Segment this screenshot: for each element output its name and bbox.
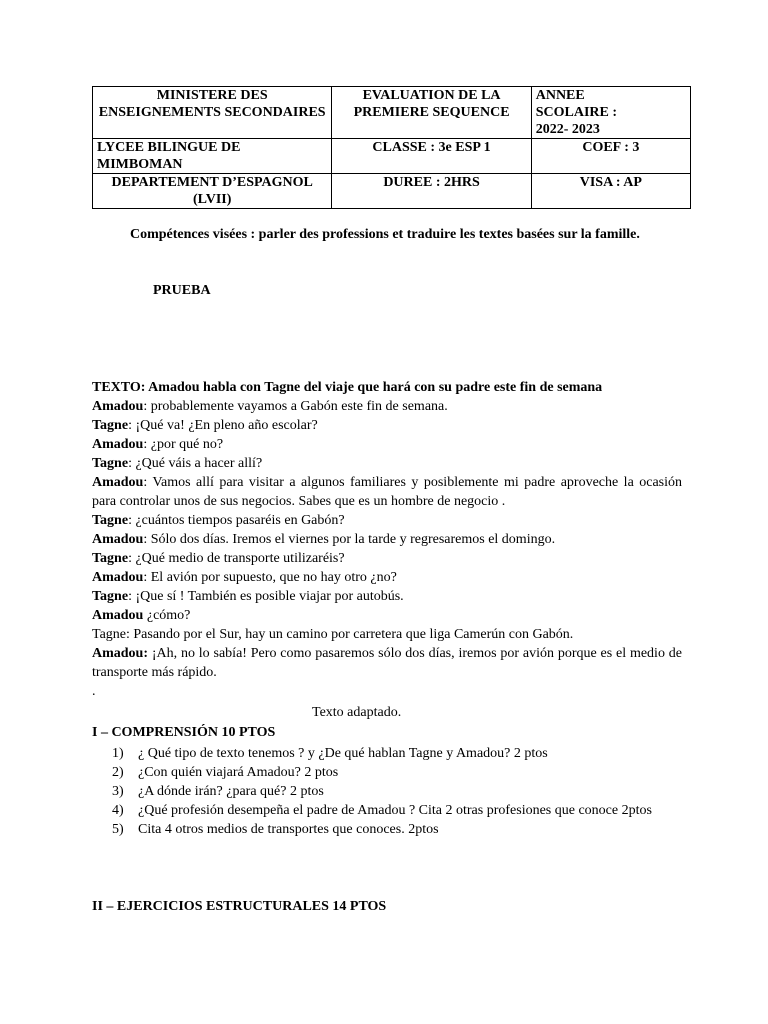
text-title-label: TEXTO: [92,380,146,395]
separator: : [128,551,136,566]
dialog-line-text: ¡Ah, no lo sabía! Pero como pasaremos sólo dos días, iremos por avión porque es el medio de transporte más rápido. [92,646,682,680]
separator: : [128,589,136,604]
speaker: Amadou [92,608,144,623]
question-text: ¿A dónde irán? ¿para qué? 2 ptos [138,784,324,799]
dialog-line [92,397,682,416]
speaker: Amadou: [92,646,149,661]
header-row-2 [93,139,691,174]
dialog-line [92,416,682,435]
dialog-line [92,530,682,549]
school-year-line-3: 2022- 2023 [535,122,600,137]
separator: : [143,437,151,452]
question-text: ¿ Qué tipo de texto tenemos ? y ¿De qué hablan Tagne y Amadou? 2 ptos [138,746,548,761]
speaker: Amadou [92,570,144,585]
separator: : [143,399,151,414]
dialog-line [92,587,682,606]
header-table [92,86,691,209]
ministry-cell: MINISTERE DES ENSEIGNEMENTS SECONDAIRES [93,87,332,139]
question-text: ¿Qué profesión desempeña el padre de Amadou ? Cita 2 otras profesiones que conoce 2ptos [138,803,652,818]
question-item [112,763,682,782]
header-row-3 [93,174,691,209]
comprehension-questions [112,744,682,839]
class-cell: CLASSE : 3e ESP 1 [332,139,531,174]
question-text: ¿Con quién viajará Amadou? 2 ptos [138,765,339,780]
speaker: Tagne [92,551,129,566]
competences-text: Compétences visées : parler des professions et traduire les textes basées sur la famille. [130,227,640,242]
text-title [92,378,682,397]
separator: : [143,475,153,490]
dialog-line-text: El avión por supuesto, que no hay otro ¿no? [150,570,397,585]
dialog-line [92,549,682,568]
dialog-line-text: probablemente vayamos a Gabón este fin de semana. [150,399,448,414]
question-number: 4) [112,803,124,818]
speaker: Tagne [92,456,129,471]
school-year-cell [531,87,690,139]
dialog-line-text: ¿cuántos tiempos pasaréis en Gabón? [135,513,345,528]
question-item [112,744,682,763]
dialog-line-text: ¡Que sí ! También es posible viajar por autobús. [135,589,404,604]
trailing-dot: . [92,684,96,699]
school-year-line-1: ANNEE [535,88,585,103]
dialog-line [92,473,682,511]
prueba-heading: PRUEBA [153,283,211,298]
speaker: Amadou [92,532,144,547]
school-year-line-2: SCOLAIRE : [535,105,618,120]
question-number: 5) [112,822,124,837]
speaker: Tagne [92,513,129,528]
dialog-line-text: Tagne: Pasando por el Sur, hay un camino por carretera que liga Camerún con Gabón. [92,627,574,642]
section-1-title: I – COMPRENSIÓN 10 PTOS [92,725,276,740]
dialog-line-text: ¿Qué medio de transporte utilizaréis? [135,551,345,566]
dialog-line-text: ¿por qué no? [150,437,224,452]
school-name-cell: LYCEE BILINGUE DE MIMBOMAN [93,139,332,174]
dialog-line-text: Vamos allí para visitar a algunos familiares y posiblemente mi padre aproveche la ocasión para controlar unos de sus negocios. Sabes que es un hombre de negocio . [92,475,683,509]
speaker: Amadou [92,399,144,414]
text-source: Texto adaptado. [312,705,402,720]
coef-cell: COEF : 3 [531,139,690,174]
separator: : [143,532,151,547]
dialog-line [92,625,682,644]
speaker: Amadou [92,475,144,490]
dialog-line-text: Sólo dos días. Iremos el viernes por la tarde y regresaremos el domingo. [150,532,556,547]
dialog-line [92,568,682,587]
header-row-1 [93,87,691,139]
dialog-line [92,454,682,473]
dialog-text [92,378,682,701]
section-2-title: II – EJERCICIOS ESTRUCTURALES 14 PTOS [92,899,387,914]
separator: : [128,513,136,528]
question-item [112,782,682,801]
question-number: 3) [112,784,124,799]
duration-cell: DUREE : 2HRS [332,174,531,209]
dialog-line [92,644,682,682]
dialog-line [92,511,682,530]
speaker: Tagne [92,418,129,433]
separator: : [128,456,136,471]
department-cell: DEPARTEMENT D’ESPAGNOL (LVII) [93,174,332,209]
dialog-line-text: ¿Qué váis a hacer allí? [135,456,263,471]
question-item [112,801,682,820]
speaker: Amadou [92,437,144,452]
text-title-content: Amadou habla con Tagne del viaje que hará con su padre este fin de semana [145,380,603,395]
speaker: Tagne [92,589,129,604]
separator: : [143,570,151,585]
dialog-line [92,606,682,625]
dialog-line-text: ¡Qué va! ¿En pleno año escolar? [135,418,318,433]
question-number: 2) [112,765,124,780]
dialog-line-text: ¿cómo? [146,608,191,623]
visa-cell: VISA : AP [531,174,690,209]
question-text: Cita 4 otros medios de transportes que conoces. 2ptos [138,822,439,837]
competences-paragraph [92,225,682,244]
separator: : [128,418,136,433]
evaluation-cell: EVALUATION DE LA PREMIERE SEQUENCE [332,87,531,139]
question-item [112,820,682,839]
question-number: 1) [112,746,124,761]
dialog-line [92,435,682,454]
